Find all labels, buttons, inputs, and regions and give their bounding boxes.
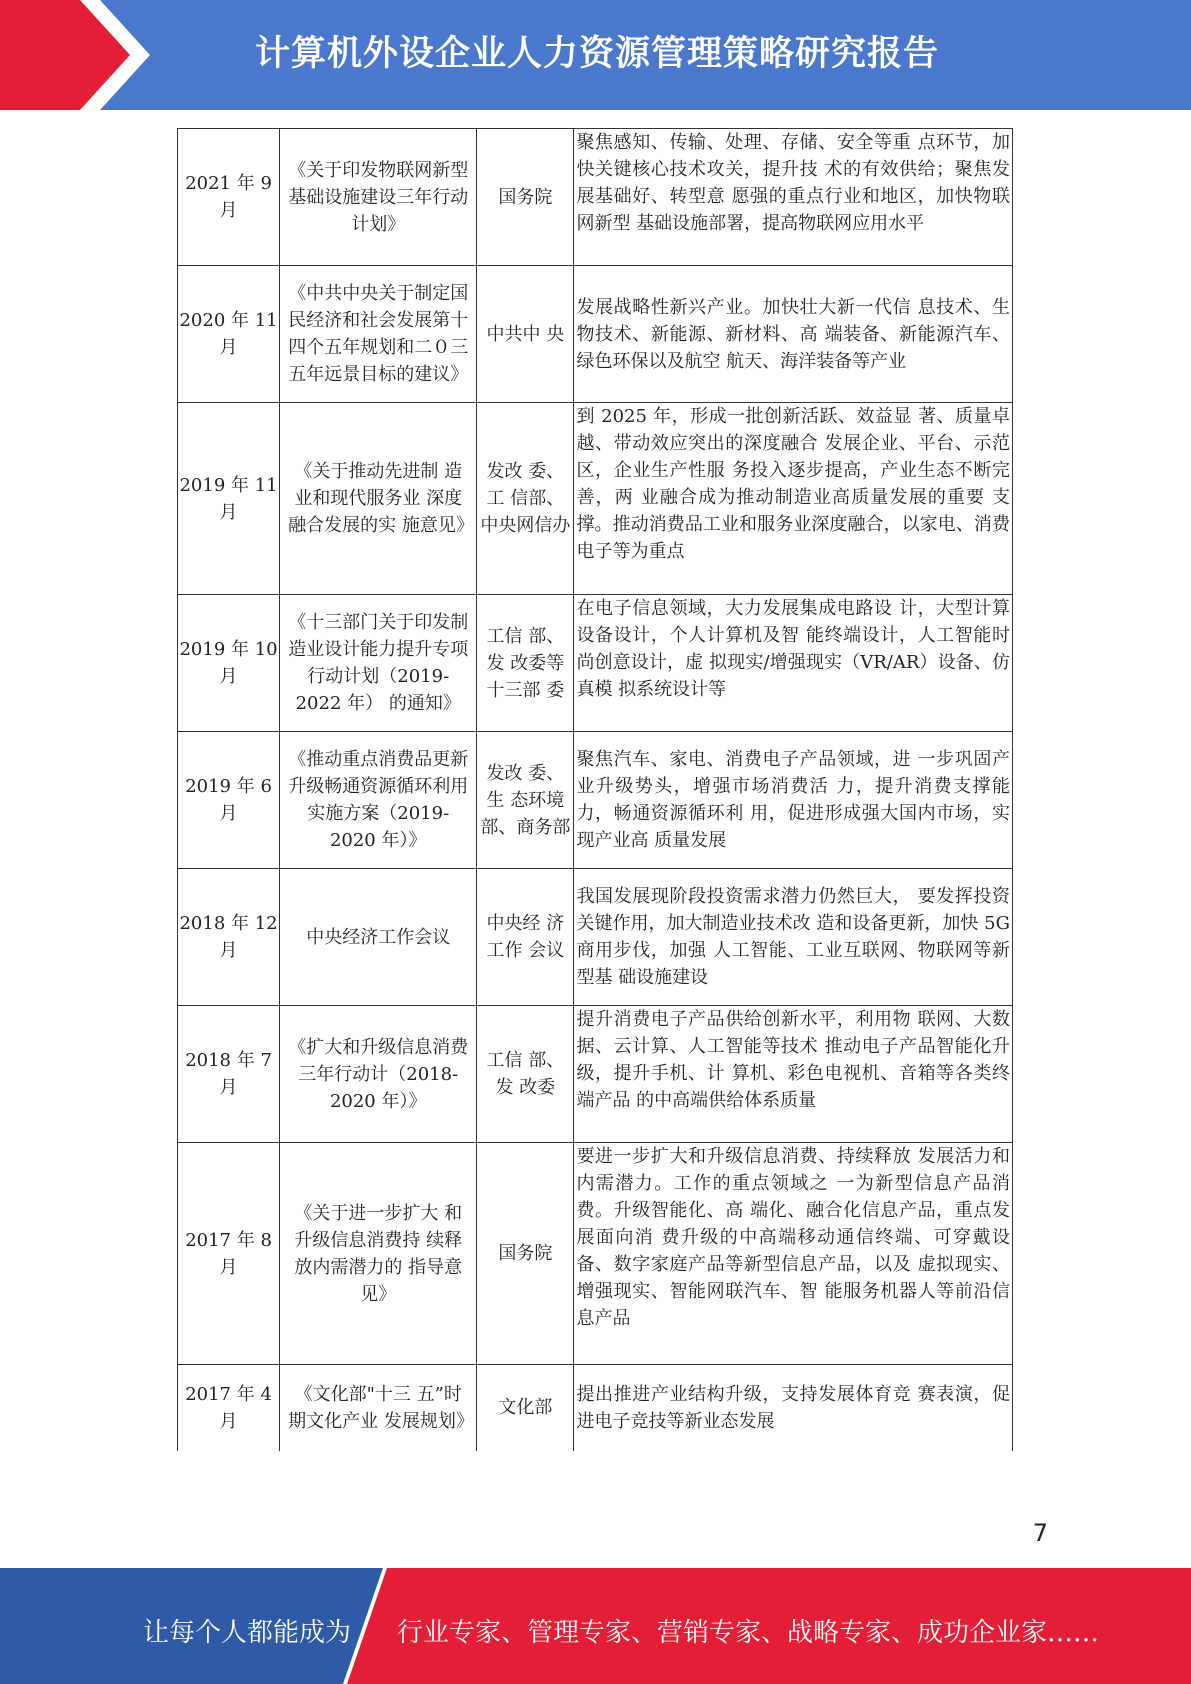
page-header [0,0,1191,110]
document-cell: 中央经济工作会议 [280,869,477,1006]
document-cell: 《扩大和升级信息消费三年行动计（2018-2020 年）》 [280,1006,477,1143]
content-cell: 提出推进产业结构升级，支持发展体育竞 赛表演，促进电子竞技等新业态发展 [574,1365,1013,1451]
date-cell: 2017 年 8 月 [178,1143,280,1365]
date-cell: 2018 年 12 月 [178,869,280,1006]
footer-slogan-left: 让每个人都能成为 [143,1618,352,1648]
table-row [178,595,1013,732]
content-cell: 发展战略性新兴产业。加快壮大新一代信 息技术、生物技术、新能源、新材料、高 端装备、新能源汽车、绿色环保以及航空 航天、海洋装备等产业 [574,266,1013,403]
issuer-cell: 发改 委、工 信部、中央网信办 [477,403,574,595]
content-cell: 要进一步扩大和升级信息消费、持续释放 发展活力和内需潜力。工作的重点领域之 一为新型信息产品消费。升级智能化、高 端化、融合化信息产品，重点发展面向消 费升级的中高端移动通信终端、可穿戴设 备、数字家庭产品等新型信息产品，以及 虚拟现实、增强现实、智能网联汽车、智 能服务机器人等前沿信息产品 [574,1143,1013,1365]
page-footer [0,1568,1191,1684]
document-cell: 《关于进一步扩大 和升级信息消费持 续释放内需潜力的 指导意见》 [280,1143,477,1365]
content-cell: 聚焦汽车、家电、消费电子产品领域，进 一步巩固产业升级势头，增强市场消费活 力，提升消费支撑能力，畅通资源循环利 用，促进形成强大国内市场，实现产业高 质量发展 [574,732,1013,869]
date-cell: 2021 年 9 月 [178,129,280,266]
content-cell: 提升消费电子产品供给创新水平，利用物 联网、大数据、云计算、人工智能等技术 推动电子产品智能化升级，提升手机、计 算机、彩色电视机、音箱等各类终端产品 的中高端供给体系质量 [574,1006,1013,1143]
document-cell: 《推动重点消费品更新升级畅通资源循环利用实施方案（2019-2020 年）》 [280,732,477,869]
issuer-cell: 中共中 央 [477,266,574,403]
content-cell: 在电子信息领域，大力发展集成电路设 计，大型计算设备设计，个人计算机及智 能终端设计，人工智能时尚创意设计，虚 拟现实/增强现实（VR/AR）设备、仿真模 拟系统设计等 [574,595,1013,732]
document-cell: 《关于推动先进制 造业和现代服务业 深度融合发展的实 施意见》 [280,403,477,595]
content-cell: 我国发展现阶段投资需求潜力仍然巨大， 要发挥投资关键作用，加大制造业技术改 造和设备更新，加快 5G 商用步伐，加强 人工智能、工业互联网、物联网等新型基 础设施建设 [574,869,1013,1006]
date-cell: 2020 年 11 月 [178,266,280,403]
table-row [178,1365,1013,1451]
date-cell: 2017 年 4 月 [178,1365,280,1451]
table-row [178,129,1013,266]
date-cell: 2019 年 6 月 [178,732,280,869]
table-row [178,732,1013,869]
document-cell: 《中共中央关于制定国民经济和社会发展第十四个五年规划和二０三五年远景目标的建议》 [280,266,477,403]
issuer-cell: 工信 部、发 改委 [477,1006,574,1143]
table-row [178,869,1013,1006]
table-row [178,403,1013,595]
report-title: 计算机外设企业人力资源管理策略研究报告 [255,34,940,74]
date-cell: 2019 年 11 月 [178,403,280,595]
header-arrow-decoration [0,0,160,110]
table-row [178,1006,1013,1143]
issuer-cell: 国务院 [477,1143,574,1365]
document-cell: 《文化部"十三 五”时期文化产业 发展规划》 [280,1365,477,1451]
issuer-cell: 国务院 [477,129,574,266]
table-row [178,1143,1013,1365]
issuer-cell: 中央经 济工作 会议 [477,869,574,1006]
content-cell: 到 2025 年，形成一批创新活跃、效益显 著、质量卓越、带动效应突出的深度融合 发展企业、平台、示范区，企业生产性服 务投入逐步提高，产业生态不断完善，两 业融合成为推动制造业高质量发展的重要 支撑。推动消费品工业和服务业深度融合，以家电、消费电子等为重点 [574,403,1013,595]
issuer-cell: 文化部 [477,1365,574,1451]
content-cell: 聚焦感知、传输、处理、存储、安全等重 点环节，加快关键核心技术攻关，提升技 术的有效供给；聚焦发展基础好、转型意 愿强的重点行业和地区，加快物联网新型 基础设施部署，提高物联网应用水平 [574,129,1013,266]
table-row [178,266,1013,403]
document-cell: 《关于印发物联网新型基础设施建设三年行动计划》 [280,129,477,266]
issuer-cell: 发改 委、生 态环境部、商务部 [477,732,574,869]
issuer-cell: 工信 部、发 改委等十三部 委 [477,595,574,732]
date-cell: 2018 年 7 月 [178,1006,280,1143]
document-cell: 《十三部门关于印发制造业设计能力提升专项行动计划（2019-2022 年） 的通知》 [280,595,477,732]
date-cell: 2019 年 10 月 [178,595,280,732]
policy-table [177,128,1013,1451]
footer-slogan-right: 行业专家、管理专家、营销专家、战略专家、成功企业家…… [397,1618,1100,1648]
page-number: 7 [1032,1519,1048,1547]
